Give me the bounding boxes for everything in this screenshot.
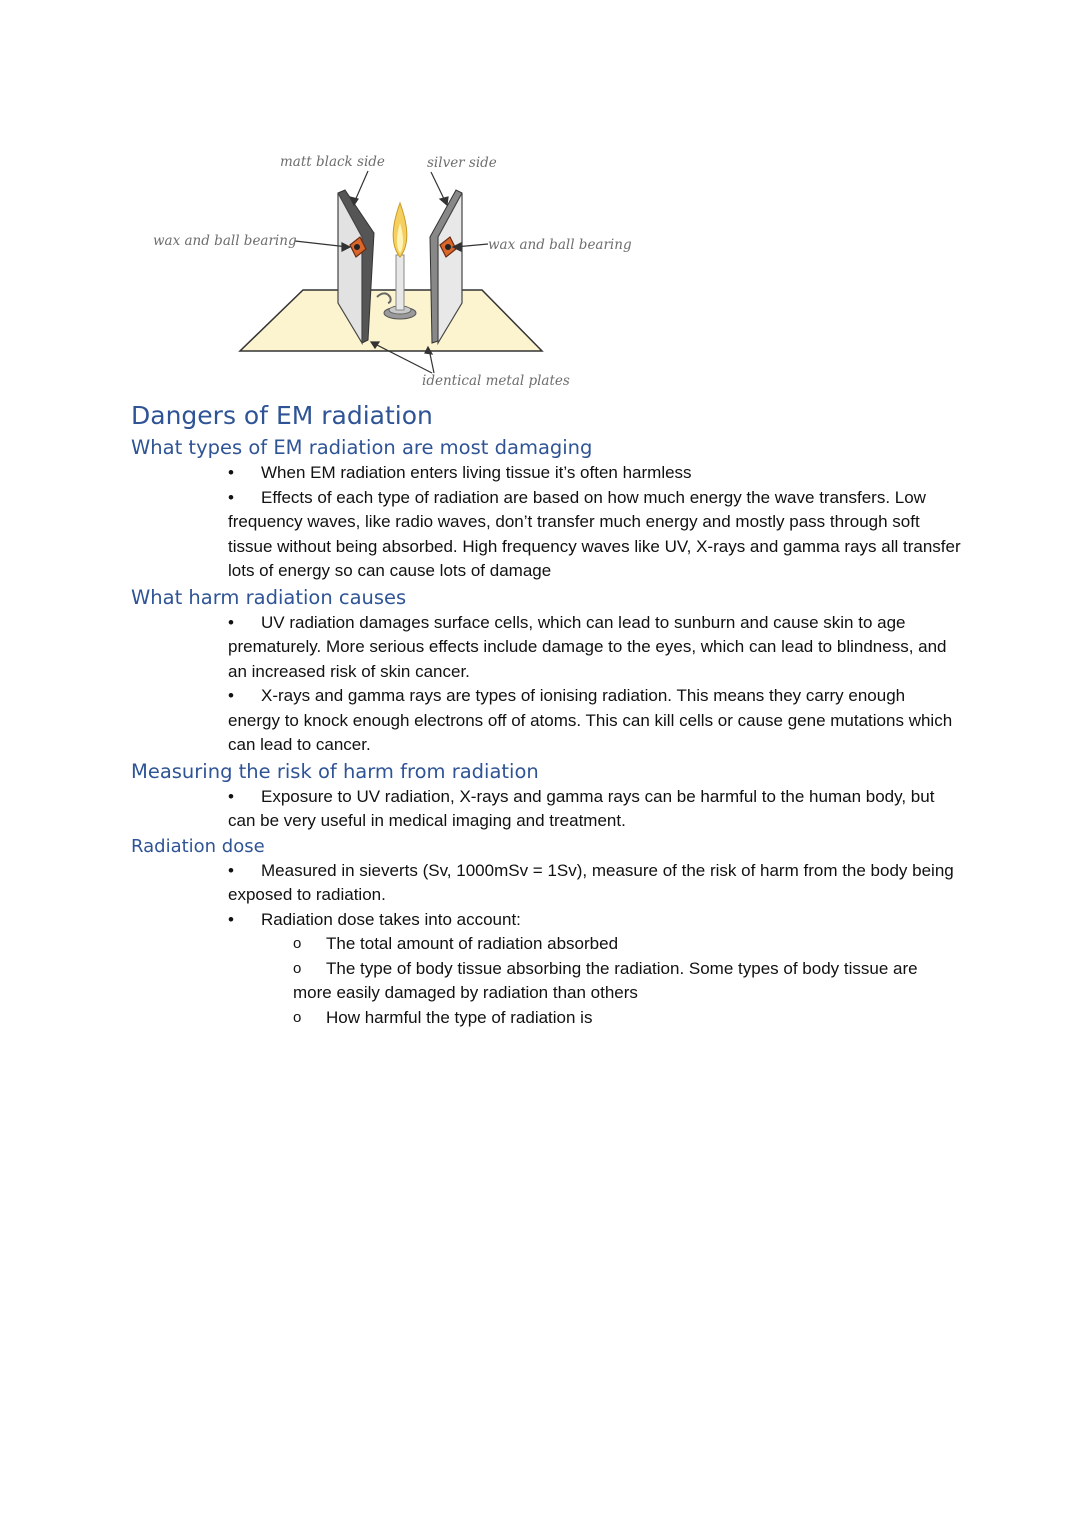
bullet-icon: • bbox=[228, 463, 234, 482]
list-item: • Effects of each type of radiation are based on how much energy the wave transfers. Low frequency waves, like radio waves, don’t transfer much energy and mostly pass through soft tissue without being absorbed. High frequency waves like UV, X-rays and gamma rays all transfer lots of energy so can cause lots of damage bbox=[228, 487, 961, 580]
bullet-icon: • bbox=[228, 612, 234, 632]
sub-list-item: o The type of body tissue absorbing the radiation. Some types of body tissue are more easily damaged by radiation than others bbox=[293, 958, 918, 1002]
bullet-icon: • bbox=[228, 686, 234, 705]
infrared-experiment-diagram bbox=[140, 145, 640, 395]
page-title: Dangers of EM radiation bbox=[131, 401, 433, 430]
list-item: • Exposure to UV radiation, X-rays and gamma rays can be harmful to the human body, but can be very useful in medical imaging and treatment. bbox=[228, 786, 935, 830]
label-identical-plates: identical metal plates bbox=[422, 373, 570, 389]
sub-list-item: o How harmful the type of radiation is bbox=[293, 1006, 961, 1031]
list-item: • UV radiation damages surface cells, which can lead to sunburn and cause skin to age prematurely. More serious effects include damage to the eyes, which can lead to blindness, and an increased risk of skin cancer. bbox=[228, 612, 947, 681]
bullet-list bbox=[131, 785, 961, 834]
circle-bullet-icon: o bbox=[293, 959, 302, 977]
section-heading-damaging: What types of EM radiation are most damaging bbox=[131, 436, 593, 459]
sub-list-wrapper bbox=[228, 932, 961, 1030]
bullet-icon: • bbox=[228, 786, 234, 806]
label-matt-black-side: matt black side bbox=[280, 154, 385, 170]
list-item: • When EM radiation enters living tissue it’s often harmless bbox=[228, 461, 961, 486]
sub-bullet-container bbox=[131, 932, 961, 1030]
bullet-icon: • bbox=[228, 909, 234, 929]
list-item: • X-rays and gamma rays are types of ionising radiation. This means they carry enough energy to knock enough electrons off of atoms. This can kill cells or cause gene mutations which can lead to cancer. bbox=[228, 686, 953, 754]
bullet-list bbox=[131, 461, 961, 584]
label-wax-right: wax and ball bearing bbox=[488, 237, 632, 253]
list-item: • Measured in sieverts (Sv, 1000mSv = 1Sv), measure of the risk of harm from the body being exposed to radiation. bbox=[228, 860, 954, 904]
bullet-icon: • bbox=[228, 860, 234, 880]
sub-list-item: o The total amount of radiation absorbed bbox=[293, 932, 961, 957]
section-heading-radiation-dose: Radiation dose bbox=[131, 835, 265, 857]
section-heading-measuring-risk: Measuring the risk of harm from radiation bbox=[131, 759, 539, 783]
circle-bullet-icon: o bbox=[293, 935, 302, 952]
bullet-list bbox=[131, 859, 961, 933]
sub-bullet-list bbox=[228, 932, 961, 1030]
label-wax-left: wax and ball bearing bbox=[153, 233, 297, 249]
bullet-list bbox=[131, 611, 961, 758]
bullet-icon: • bbox=[228, 487, 234, 507]
circle-bullet-icon: o bbox=[293, 1008, 302, 1026]
list-item: • Radiation dose takes into account: bbox=[228, 908, 961, 933]
label-silver-side: silver side bbox=[427, 155, 497, 171]
document-body bbox=[131, 398, 961, 1030]
section-heading-harm: What harm radiation causes bbox=[131, 585, 407, 609]
